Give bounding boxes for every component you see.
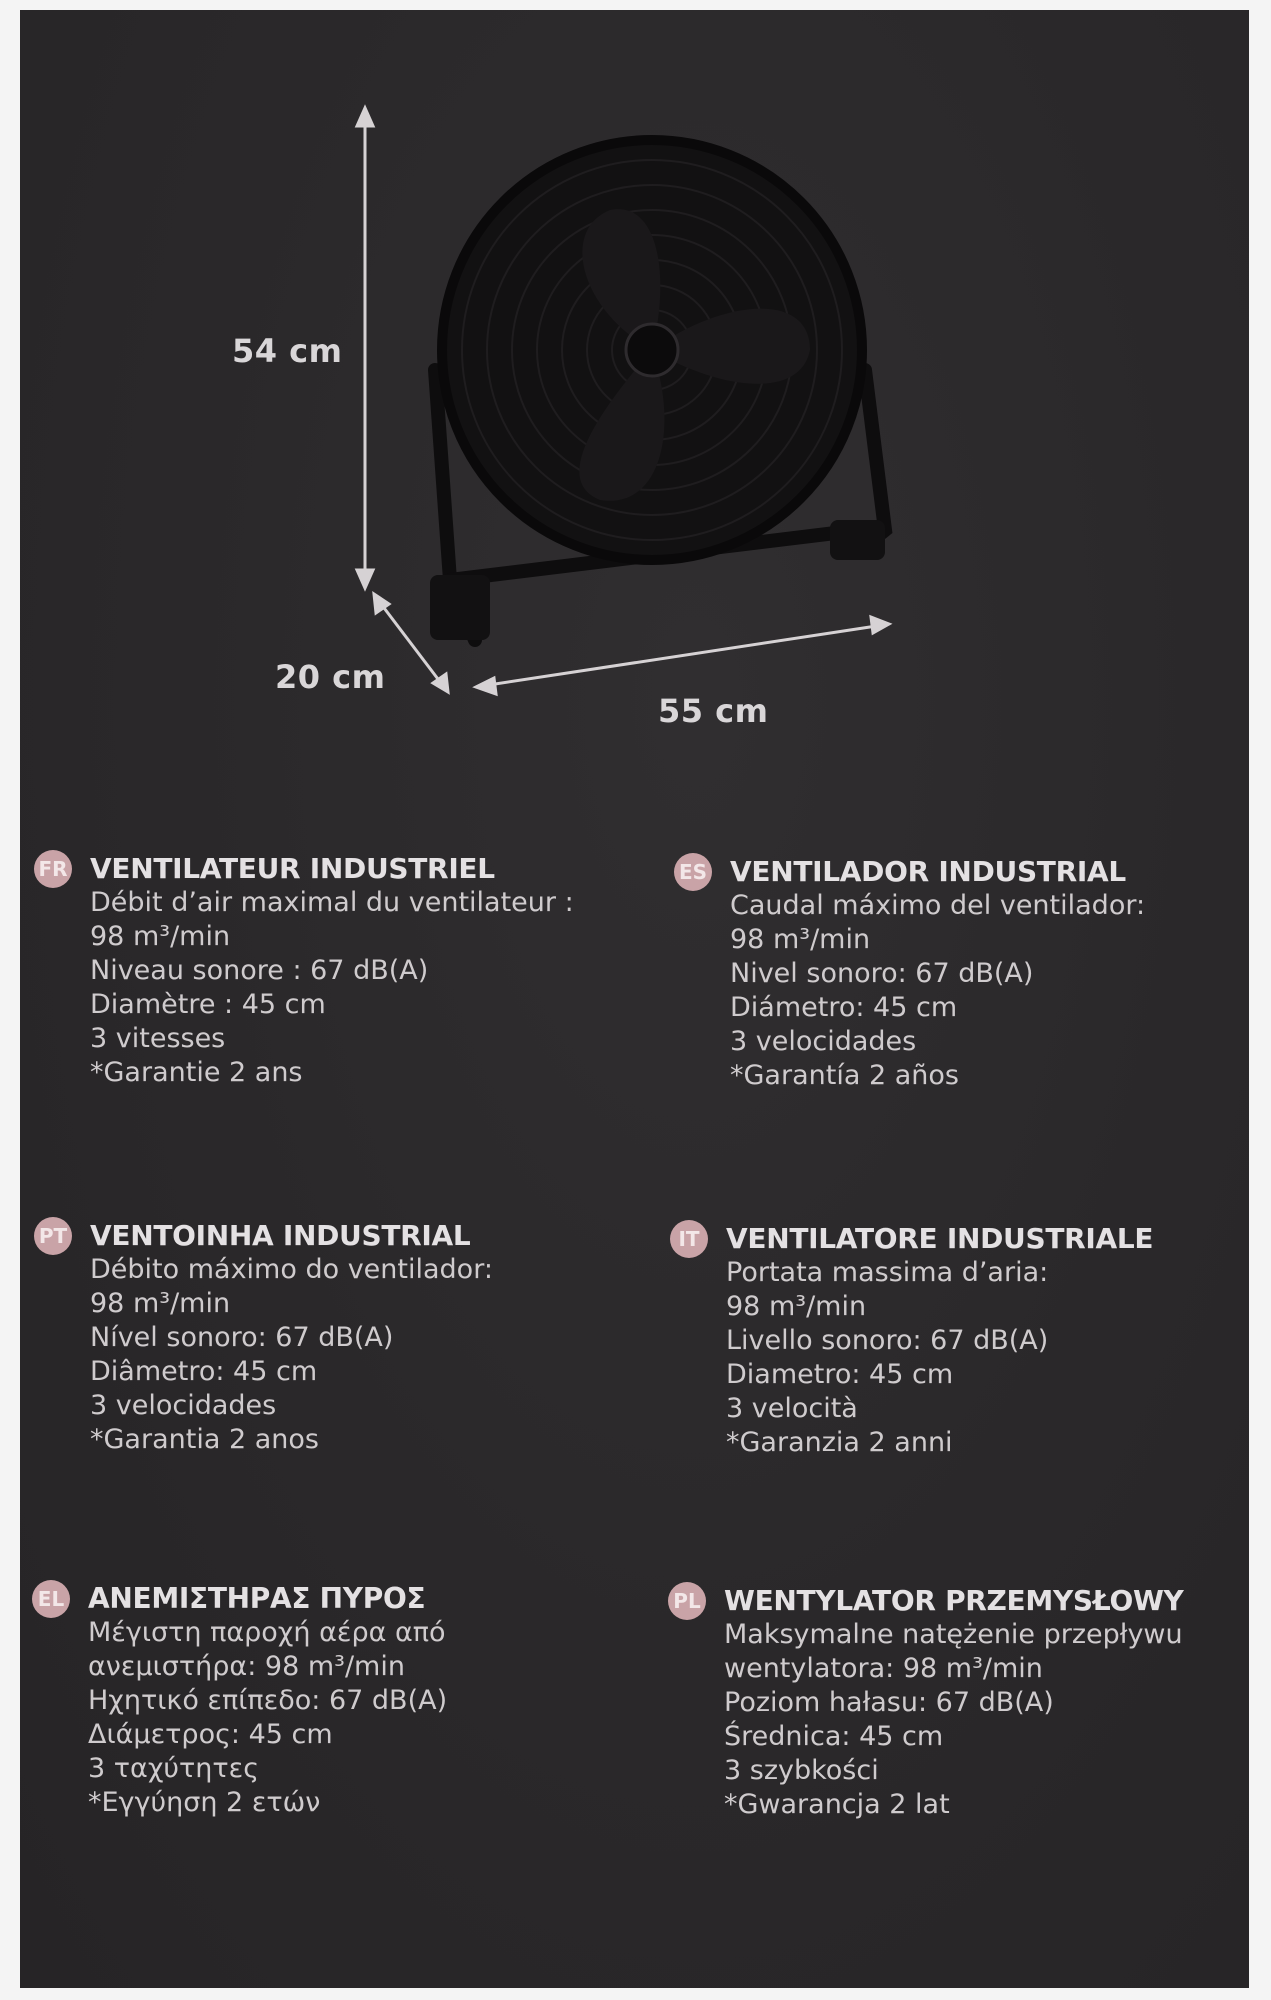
spec-line: Poziom hałasu: 67 dB(A) <box>724 1687 1054 1718</box>
spec-line: 3 velocidades <box>730 1026 917 1057</box>
language-badge: EL <box>32 1580 70 1618</box>
product-title: WENTYLATOR PRZEMYSŁOWY <box>724 1584 1184 1617</box>
spec-line: 98 m³/min <box>726 1291 867 1322</box>
spec-line: Diâmetro: 45 cm <box>90 1356 318 1387</box>
spec-line: *Gwarancja 2 lat <box>724 1789 950 1820</box>
spec-line: Διάμετρος: 45 cm <box>88 1719 333 1750</box>
spec-line: *Garantia 2 anos <box>90 1424 319 1455</box>
spec-line: 3 ταχύτητες <box>88 1753 260 1784</box>
spec-line: Μέγιστη παροχή αέρα από <box>88 1617 446 1648</box>
language-badge: PL <box>668 1582 706 1620</box>
spec-line: Nivel sonoro: 67 dB(A) <box>730 958 1034 989</box>
fan-illustration <box>20 10 1249 770</box>
packaging-panel <box>20 10 1249 1988</box>
spec-line: Diametro: 45 cm <box>726 1359 954 1390</box>
spec-line: *Garantía 2 años <box>730 1060 959 1091</box>
spec-line: Średnica: 45 cm <box>724 1721 944 1752</box>
spec-line: ανεμιστήρα: 98 m³/min <box>88 1651 405 1682</box>
spec-line: Débit d’air maximal du ventilateur : <box>90 887 574 918</box>
spec-line: Nível sonoro: 67 dB(A) <box>90 1322 394 1353</box>
spec-line: Débito máximo do ventilador: <box>90 1254 493 1285</box>
dimension-depth-label: 20 cm <box>275 658 386 696</box>
spec-line: 3 velocidades <box>90 1390 277 1421</box>
product-title: VENTILATORE INDUSTRIALE <box>726 1222 1154 1255</box>
spec-line: 3 szybkości <box>724 1755 879 1786</box>
spec-line: *Garanzia 2 anni <box>726 1427 953 1458</box>
dimension-height-label: 54 cm <box>232 332 343 370</box>
product-title: VENTOINHA INDUSTRIAL <box>90 1219 471 1252</box>
spec-line: Livello sonoro: 67 dB(A) <box>726 1325 1049 1356</box>
dimension-width-label: 55 cm <box>658 692 769 730</box>
spec-line: Diamètre : 45 cm <box>90 989 326 1020</box>
language-badge: FR <box>34 850 72 888</box>
spec-line: 3 vitesses <box>90 1023 226 1054</box>
product-title: VENTILADOR INDUSTRIAL <box>730 855 1126 888</box>
spec-line: Ηχητικό επίπεδο: 67 dB(A) <box>88 1685 448 1716</box>
spec-line: 3 velocità <box>726 1393 858 1424</box>
spec-line: Niveau sonore : 67 dB(A) <box>90 955 429 986</box>
language-badge: ES <box>674 853 712 891</box>
language-badge: IT <box>670 1220 708 1258</box>
spec-line: Diámetro: 45 cm <box>730 992 958 1023</box>
spec-line: *Garantie 2 ans <box>90 1057 303 1088</box>
spec-line: 98 m³/min <box>90 1288 231 1319</box>
spec-line: *Εγγύηση 2 ετών <box>88 1787 321 1818</box>
spec-line: wentylatora: 98 m³/min <box>724 1653 1043 1684</box>
language-badge: PT <box>34 1217 72 1255</box>
product-title: VENTILATEUR INDUSTRIEL <box>90 852 495 885</box>
product-title: ΑΝΕΜΙΣΤΗΡΑΣ ΠΥΡΟΣ <box>88 1582 426 1615</box>
spec-line: Portata massima d’aria: <box>726 1257 1049 1288</box>
spec-line: 98 m³/min <box>90 921 231 952</box>
spec-line: Maksymalne natężenie przepływu <box>724 1619 1183 1650</box>
spec-line: 98 m³/min <box>730 924 871 955</box>
fan-hub <box>626 324 678 376</box>
width-arrow <box>482 625 883 686</box>
spec-line: Caudal máximo del ventilador: <box>730 890 1146 921</box>
